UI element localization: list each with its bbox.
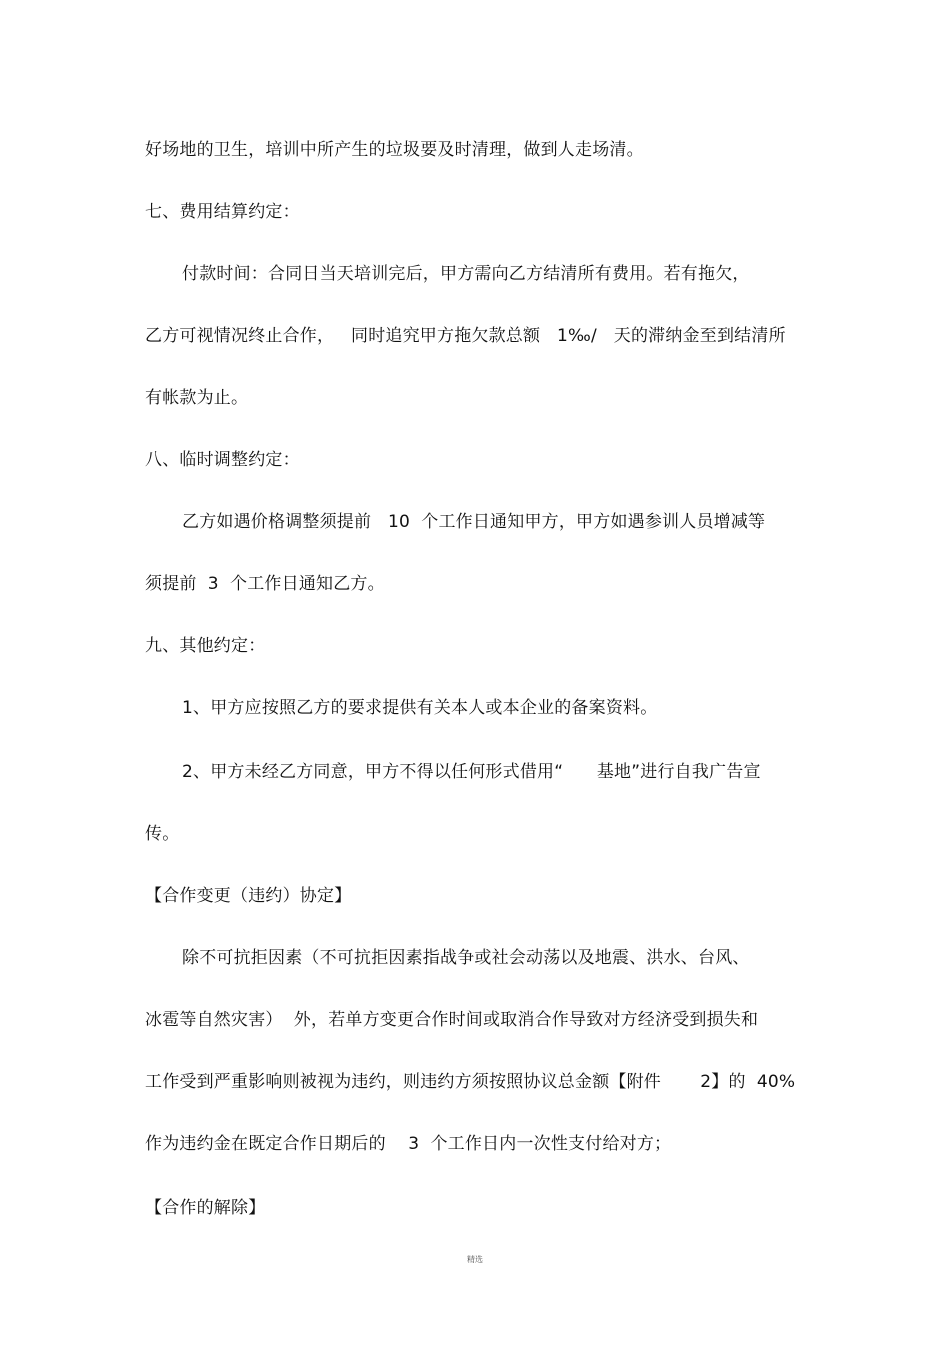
text-line: 工作受到严重影响则被视为违约，则违约方须按照协议总金额【附件 2】的 40% <box>145 1072 796 1092</box>
text-line: 须提前 3 个工作日通知乙方。 <box>145 574 385 594</box>
page-footer: 精选 <box>467 1255 483 1264</box>
section-heading-termination: 【合作的解除】 <box>145 1198 266 1218</box>
text-line: 有帐款为止。 <box>145 388 249 408</box>
text-line: 2、甲方未经乙方同意，甲方不得以任何形式借用“ 基地”进行自我广告宣 <box>182 762 761 782</box>
text-line: 好场地的卫生，培训中所产生的垃圾要及时清理，做到人走场清。 <box>145 140 644 160</box>
section-heading-other: 九、其他约定： <box>145 636 266 656</box>
text-line: 传。 <box>145 824 180 844</box>
text-line: 乙方如遇价格调整须提前 10 个工作日通知甲方，甲方如遇参训人员增减等 <box>182 512 766 532</box>
text-line: 付款时间：合同日当天培训完后，甲方需向乙方结清所有费用。若有拖欠， <box>182 264 750 284</box>
text-line: 冰雹等自然灾害） 外，若单方变更合作时间或取消合作导致对方经济受到损失和 <box>145 1010 759 1030</box>
text-line: 作为违约金在既定合作日期后的 3 个工作日内一次性支付给对方； <box>145 1134 672 1154</box>
section-heading-adjust: 八、临时调整约定： <box>145 450 300 470</box>
section-heading-breach: 【合作变更（违约）协定】 <box>145 886 352 906</box>
text-line: 1、甲方应按照乙方的要求提供有关本人或本企业的备案资料。 <box>182 698 658 718</box>
text-line: 乙方可视情况终止合作， 同时追究甲方拖欠款总额 1‰/ 天的滞纳金至到结清所 <box>145 326 786 346</box>
section-heading-fee: 七、费用结算约定： <box>145 202 300 222</box>
text-line: 除不可抗拒因素（不可抗拒因素指战争或社会动荡以及地震、洪水、台风、 <box>182 948 750 968</box>
